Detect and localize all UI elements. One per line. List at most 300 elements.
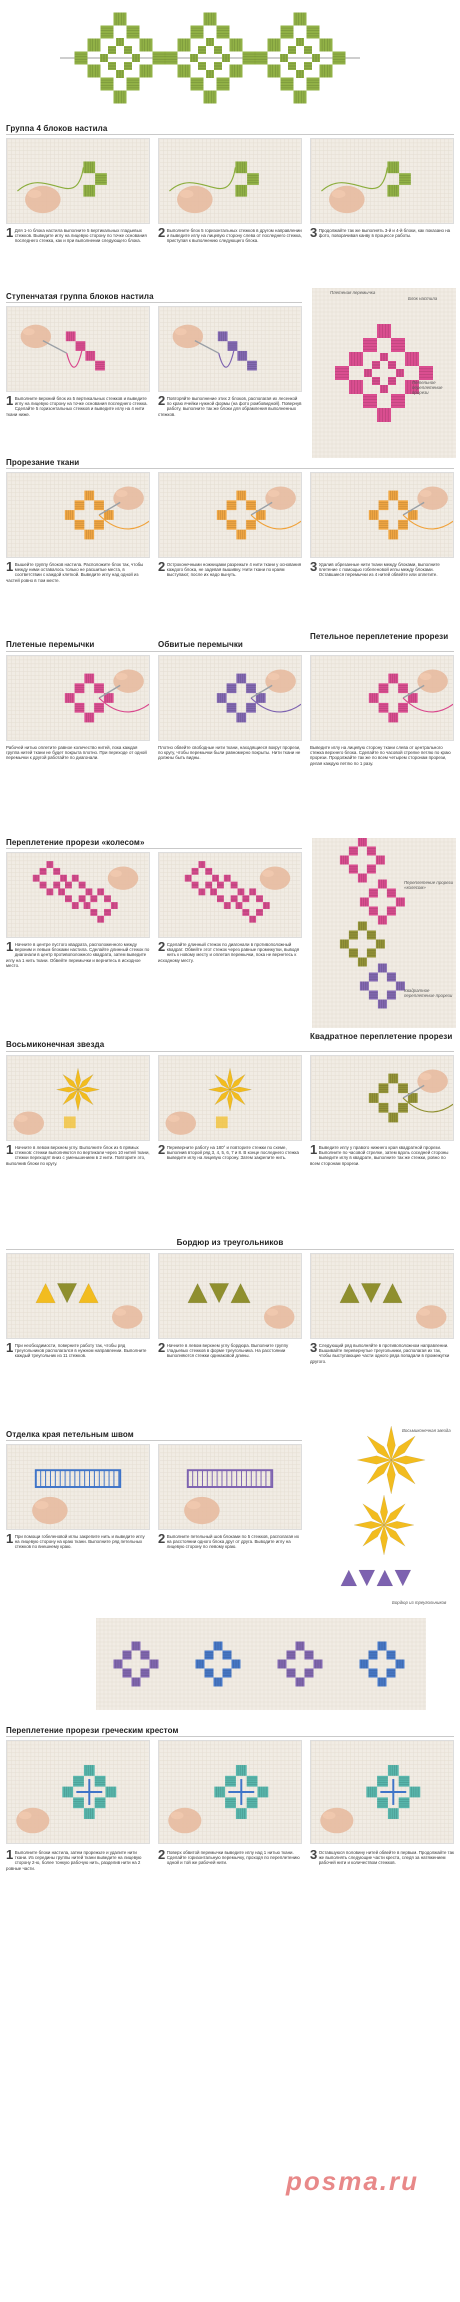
fingertip-shape [323,1812,336,1820]
satin-block [398,1083,408,1093]
fingertip-shape [116,490,128,497]
satin-block [86,888,93,895]
satin-block [349,847,358,856]
satin-block [64,1116,76,1128]
triangle-block [377,1570,393,1586]
satin-block [305,1651,314,1660]
satin-block [388,713,398,723]
satin-block [204,91,217,104]
satin-block [396,369,404,377]
step-photo [6,472,150,558]
hand-shape [32,1497,68,1524]
satin-block [127,26,140,39]
satin-block [349,352,363,366]
hand-shape [329,186,365,213]
step-photo [6,138,150,224]
satin-block [231,882,238,889]
satin-block [349,931,358,940]
section-title: Квадратное переплетение прорези [310,1032,453,1041]
satin-block [75,500,85,510]
satin-block [369,1669,378,1678]
fingertip-shape [35,1501,49,1509]
satin-block [236,713,246,723]
satin-block [95,1776,106,1787]
side-label: Петельное переплетение прорези [412,380,443,395]
watermark-logo: posma.ru [286,2166,420,2196]
satin-block [236,674,246,684]
purple-samples-row [96,1618,426,1710]
fingertip-shape [110,870,122,877]
satin-block [296,38,304,46]
step-photo [6,306,150,392]
satin-block [378,1678,387,1687]
satin-block [377,408,391,422]
step-caption: 2 Повторяйте выполнение этих 2 блоков, располагая их лесенкой по краю ячейки нужной формы (на фото ромбовидной). Повернув работу, выполните так же блоки для обрамления выполненных стежков. [158,393,302,417]
hand-shape [264,1305,294,1328]
satin-block [369,991,378,1000]
satin-block [65,895,72,902]
satin-block [192,882,199,889]
satin-block [236,902,243,909]
side-label: Квадратное переплетение прорези [404,988,453,998]
side-label: Бордюр из треугольников [392,1600,447,1605]
satin-block [94,500,104,510]
step-photo [158,306,302,392]
satin-block [288,62,296,70]
satin-block [132,54,140,62]
step-photo [158,1253,302,1339]
satin-block [296,1642,305,1651]
satin-block [178,65,191,78]
satin-block [198,62,206,70]
satin-block [369,907,378,916]
satin-block [388,674,398,684]
section-title: Бордюр из треугольников [176,1238,284,1247]
satin-block [216,1116,228,1128]
satin-block [387,889,396,898]
satin-block [46,861,53,868]
hand-shape [417,486,447,509]
satin-block [387,991,396,1000]
satin-block [116,38,124,46]
satin-block [379,683,389,693]
satin-block [391,394,405,408]
satin-block [360,1660,369,1669]
satin-block [372,377,380,385]
satin-block [108,62,116,70]
hand-shape [113,669,143,692]
satin-block [217,78,230,91]
satin-block [84,1765,95,1776]
satin-block [88,39,101,52]
satin-block [377,324,391,338]
satin-block [358,838,367,847]
satin-block [246,683,256,693]
satin-block [379,1083,389,1093]
hand-shape [173,325,203,348]
satin-block [388,530,398,540]
section-title: Восьмиконечная звезда [6,1040,105,1049]
satin-block [84,530,94,540]
section-title: Плетеные перемычки [6,640,95,649]
satin-block [53,868,60,875]
satin-block [33,875,40,882]
satin-block [304,62,312,70]
triangle-block [359,1570,375,1586]
satin-block [140,65,153,78]
satin-block [79,882,86,889]
hand-shape [265,669,295,692]
satin-block [280,54,288,62]
wheel-sample [312,838,456,1028]
satin-block [263,902,270,909]
satin-block [377,1776,388,1787]
satin-block [230,39,243,52]
satin-block [398,1103,408,1113]
satin-block [192,868,199,875]
satin-block [405,352,419,366]
satin-block [227,500,237,510]
satin-block [227,520,237,530]
satin-block [369,693,379,703]
satin-block [249,916,256,923]
satin-block [90,895,97,902]
satin-block [100,54,108,62]
satin-block [95,173,107,185]
satin-block [94,683,104,693]
satin-block [185,875,192,882]
step-caption: 1 Начните в центре пустого квадрата, расположенного между верхним и левым блоками настила. Сделайте длинный стежок по диагонали в центр противоположного квадрата, затем выведите иглу на 1 нить ткани. Обвейте перемычки и вернитесь в исходное место. [6,939,150,968]
step-photo [310,1253,454,1339]
satin-block [217,693,227,703]
satin-block [340,856,349,865]
satin-block [398,683,408,693]
hand-shape [184,1497,220,1524]
section-divider [6,1736,454,1737]
satin-block [236,491,246,501]
satin-block [369,510,379,520]
satin-block [372,361,380,369]
satin-block [387,161,399,173]
satin-block [379,703,389,713]
satin-block [40,868,47,875]
satin-block [396,898,405,907]
satin-block [95,1797,106,1808]
step-photo [158,472,302,558]
hand-shape [177,186,213,213]
satin-block [204,13,217,26]
fingertip-shape [19,1812,32,1820]
satin-block [124,62,132,70]
satin-block [237,351,247,361]
satin-block [366,1787,377,1798]
satin-block [224,902,231,909]
satin-block [369,889,378,898]
fingertip-shape [171,1812,184,1820]
satin-block [247,1797,258,1808]
satin-block [191,26,204,39]
satin-block [53,882,60,889]
step-caption: 2 Поверх обвитой перемычки выведите иглу над 1 нитью ткани. Сделайте горизонтальную перемычку, проходя по переплетению одной и той же рабочей нити. [158,1847,300,1866]
section-divider [6,651,454,652]
satin-block [376,940,385,949]
satin-block [94,703,104,713]
hand-shape [166,1111,196,1134]
satin-block [363,394,377,408]
side-label: Плетеная перемычка [330,290,376,295]
section-divider [6,1051,454,1052]
satin-block [281,78,294,91]
fingertip-shape [168,1115,180,1122]
satin-block [256,895,263,902]
satin-block [287,1669,296,1678]
satin-block [247,361,257,371]
hand-shape [417,1069,447,1092]
satin-block [65,693,75,703]
side-label: Переплетение прорези «колесом» [404,880,454,890]
step-caption: 3 Удалив обрезанные нити ткани между блоками, выполните плетение с помощью гобеленовой иглы между блоками. Оставшиеся перемычки из 4 нитей обвейте или оплетите. [310,559,440,578]
satin-block [388,377,396,385]
satin-block [398,520,408,530]
step-photo [310,1055,454,1141]
satin-block [369,1093,379,1103]
satin-block [379,520,389,530]
satin-block [320,39,333,52]
fingertip-shape [187,1501,201,1509]
satin-block [391,338,405,352]
fingertip-shape [268,490,280,497]
satin-block [111,902,118,909]
satin-block [75,52,88,65]
fingertip-shape [332,190,346,198]
step-caption: 1 При помощи гобеленовой иглы закрепите нить и выведите иглу на лицевую сторону на краю ткани. Выполните ряд петельных стежков по внешнему краю. [6,1531,145,1550]
step-caption: 2 Сделайте длинный стежок по диагонали в противоположный квадрат. Обвейте этот стежок через равные промежутки, выводя нить к новому месту и оплетая перемычки, пока не вернетесь к исходному месту. [158,939,300,963]
satin-block [205,1651,214,1660]
section-divider [6,1249,454,1250]
satin-block [378,1000,387,1009]
satin-block [398,703,408,713]
satin-block [140,39,153,52]
hand-shape [113,486,143,509]
side-label: Блок настила [408,296,438,301]
satin-block [378,964,387,973]
step-photo [310,655,454,741]
satin-block [340,940,349,949]
satin-block [198,888,205,895]
step-photo [6,1055,150,1141]
satin-block [367,931,376,940]
triangle-block [341,1570,357,1586]
satin-block [236,530,246,540]
step-photo [158,1055,302,1141]
fingertip-shape [180,190,194,198]
satin-block [376,856,385,865]
satin-block [367,949,376,958]
step-photo [158,1444,302,1530]
satin-block [388,361,396,369]
satin-block [222,54,230,62]
satin-block [205,1669,214,1678]
satin-block [367,865,376,874]
fingertip-shape [116,673,128,680]
satin-block [165,52,178,65]
satin-block [95,361,105,371]
satin-block [83,185,95,197]
satin-block [369,1651,378,1660]
hero-pattern-image [60,4,360,112]
step-photo [6,1253,150,1339]
step-caption: 2 Остроконечными ножницами разрежьте 4 нити ткани у основания каждого блока, не задевая вышивку. Нити ткани по краям выступают, после их надо вынуть. [158,559,302,578]
satin-block [231,895,238,902]
step-caption: 2 Начните в левом верхнем углу бордюра. Выполните группу гладьевых стежков в форме треугольника. На расстоянии выполняются стежки одинаковой длины. [158,1340,289,1359]
satin-block [84,674,94,684]
satin-block [396,1660,405,1669]
star-sample [312,1420,456,1610]
fingertip-shape [420,1073,432,1080]
satin-block [212,875,219,882]
section-divider [6,302,302,303]
satin-block [243,52,256,65]
satin-block [235,161,247,173]
satin-block [378,916,387,925]
satin-block [214,1678,223,1687]
hero-pattern-svg [60,4,360,112]
satin-block [223,1669,232,1678]
hand-shape [265,486,295,509]
satin-block [367,847,376,856]
satin-block [294,91,307,104]
satin-block [114,1660,123,1669]
step-caption: 3 Продолжайте так же выполнять 3-й и 4-й блоки, как показано на фото, поворачивая канву в процессе работы. [310,225,451,240]
step-photo [310,1740,454,1844]
section-title: Группа 4 блоков настила [6,124,108,133]
satin-block [73,1797,84,1808]
satin-block [225,1776,236,1787]
step-caption: 2 Выполните петельный шов блоками по 5 стежков, располагая их на расстоянии одного блока друг от друга. Выводите иглу на лицевую сторону по левому краю. [158,1531,300,1550]
step-caption: 1 Для 1-го блока настила выполните 5 вертикальных гладьевых стежков. Выведите иглу на лицевую сторону по точке основания последнего стежка, как и при выполнении следующего блока. [6,225,147,244]
satin-block [364,369,372,377]
step-caption: 3 Оставшуюся половину нитей обвейте в первым. Продолжайте так же выполнять следующие части креста, следя за натяжением рабочей нити и количеством стежков. [310,1847,454,1866]
satin-block [358,922,367,931]
satin-block [380,353,388,361]
satin-block [191,78,204,91]
satin-block [97,888,104,895]
section-divider [6,1440,302,1441]
satin-block [127,78,140,91]
satin-block [46,888,53,895]
fingertip-shape [114,1309,126,1316]
satin-block [60,875,67,882]
satin-block [205,882,212,889]
satin-block [75,520,85,530]
satin-block [101,78,114,91]
satin-block [90,909,97,916]
satin-block [85,351,95,361]
step-caption: 1 При необходимости, поверните работу так, чтобы ряд треугольников располагался в нужном направлении. Выполните каждый треугольник из 11 стежков. [6,1340,147,1359]
satin-block [198,861,205,868]
step-photo [6,1444,150,1530]
step-caption: 1 Начните в левом верхнем углу. Выполните блок из 6 прямых стежков: стежки выполняются по вертикали через 10 нитей ткани, стежки переходят вниз с уменьшением в 2 нити. Повторите это, выполнив блоки по кругу. [6,1142,150,1166]
satin-block [73,1776,84,1787]
satin-block [249,888,256,895]
satin-block [335,366,349,380]
satin-block [223,1651,232,1660]
satin-block [105,1787,116,1798]
satin-block [333,52,346,65]
satin-block [84,902,91,909]
satin-block [214,1642,223,1651]
satin-block [104,909,111,916]
satin-block [238,888,245,895]
satin-block [380,385,388,393]
satin-block [66,331,76,341]
hand-shape [16,1808,49,1834]
satin-block [304,46,312,54]
step-photo [158,852,302,938]
section-title: Прорезание ткани [6,458,80,467]
step-caption: 1 Выполните верхний блок из 5 вертикальных стежков и выведите иглу на лицевую сторону на точке основания последнего стежка. Сделайте 5 горизонтальных стежков и выведите иглу на 4 нити ткани ниже. [6,393,148,417]
satin-block [62,1787,73,1798]
satin-block [305,1669,314,1678]
fingertip-shape [175,328,187,335]
satin-block [150,1660,159,1669]
section-divider [6,134,454,135]
satin-block [205,868,212,875]
satin-block [65,882,72,889]
satin-block [399,1797,410,1808]
satin-block [84,1808,95,1819]
satin-block [268,39,281,52]
satin-block [214,1787,225,1798]
pink-diamond-sample [312,288,456,458]
satin-block [320,65,333,78]
step-caption: Плотно обвейте свободные нити ткани, находящиеся вокруг прорези, по кругу, чтобы перемычки были равномерно покрыты. Нити ткани не должны быть видны. [158,745,301,761]
step-caption: 3 Следующий ряд выполняйте в противоположном направлении. Вышивайте перевернутые треугольники, располагая их так, чтобы выступающие части одного ряда попадали в промежутки другого. [310,1340,450,1364]
satin-block [268,65,281,78]
hand-shape [112,1305,142,1328]
satin-block [84,713,94,723]
satin-block [97,916,104,923]
fingertip-shape [23,328,35,335]
satin-block [358,958,367,967]
step-caption: 1 Выведите иглу у правого нижнего края квадратной прорези. Выполните по часовой стрелке, затем вдоль соседней стороны выведите иглу в квадрате, выполните так же стежки, ровно по всем сторонам прорези. [310,1142,449,1166]
section-divider [6,848,302,849]
satin-block [377,1797,388,1808]
satin-block [101,26,114,39]
satin-block [247,173,259,185]
triangle-block [395,1570,411,1586]
satin-block [363,338,377,352]
satin-block [246,500,256,510]
satin-block [214,62,222,70]
hand-shape [417,669,447,692]
satin-block [387,1669,396,1678]
satin-block [227,703,237,713]
satin-block [217,895,224,902]
satin-block [349,380,363,394]
satin-block [349,865,358,874]
step-caption: 2 Переверните работу на 180° и повторите стежки по схеме, выполнив второй ряд 3, 4, 5, 6, 7 и 8. В конце последнего стежка выведите иглу на лицевую сторону. Затем закрепите нить. [158,1142,300,1161]
satin-block [190,54,198,62]
step-photo [6,1740,150,1844]
satin-block [409,1787,420,1798]
satin-block [104,895,111,902]
satin-block [378,880,387,889]
satin-block [387,185,399,197]
hand-shape [168,1808,201,1834]
satin-block [65,510,75,520]
step-photo [6,852,150,938]
